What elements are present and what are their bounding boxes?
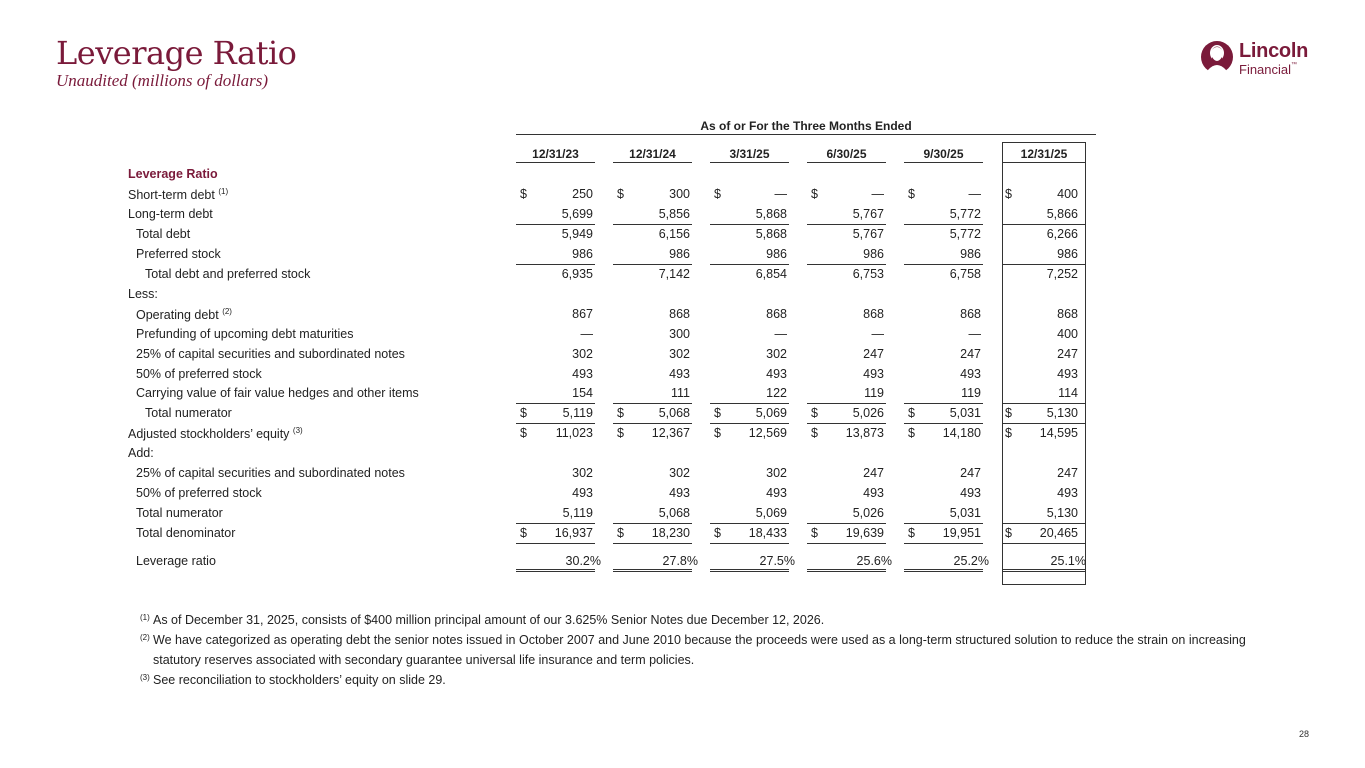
dollar-sign: $: [1005, 187, 1012, 201]
table-cell: 247: [960, 466, 981, 480]
table-cell: 16,937: [554, 526, 593, 540]
table-cell: 5,856: [658, 207, 690, 221]
footnote-text: We have categorized as operating debt the senior notes issued in October 2007 and June 2010 because the proceeds were used as a long-term structured solution to reduce the strain on increasing statutory reserves associated with secondary guarantee universal life insurance and term policies.: [153, 633, 1246, 667]
table-cell: 6,753: [852, 267, 884, 281]
subtotal-rule: [1002, 264, 1086, 265]
table-cell: 20,465: [1039, 526, 1078, 540]
table-cell: 986: [1057, 247, 1078, 261]
dollar-sign: $: [617, 426, 624, 440]
table-cell: —: [871, 187, 884, 201]
dollar-sign: $: [908, 426, 915, 440]
table-cell: 25.6%: [856, 554, 892, 568]
subtotal-rule: [613, 403, 692, 404]
table-cell: 5,772: [949, 207, 981, 221]
subtotal-rule: [1002, 543, 1086, 544]
footnote-ref: (1): [218, 187, 229, 196]
table-cell: 6,758: [949, 267, 981, 281]
table-cell: 18,230: [651, 526, 690, 540]
table-cell: 868: [766, 307, 787, 321]
table-cell: —: [968, 187, 981, 201]
table-cell: 868: [1057, 307, 1078, 321]
table-cell: 867: [572, 307, 593, 321]
table-cell: 302: [572, 347, 593, 361]
table-cell: 14,595: [1039, 426, 1078, 440]
table-cell: 400: [1057, 327, 1078, 341]
dollar-sign: $: [714, 526, 721, 540]
subtotal-rule: [807, 403, 886, 404]
dollar-sign: $: [811, 526, 818, 540]
row-label: Preferred stock: [136, 247, 221, 261]
table-cell: —: [774, 327, 787, 341]
column-header: 12/31/25: [1002, 147, 1086, 163]
table-cell: 247: [960, 347, 981, 361]
table-cell: 300: [669, 187, 690, 201]
table-cell: 986: [960, 247, 981, 261]
table-cell: 493: [572, 367, 593, 381]
column-header: 12/31/23: [516, 147, 595, 163]
footnote-ref: (2): [222, 307, 232, 316]
table-cell: 6,935: [561, 267, 593, 281]
table-cell: 13,873: [845, 426, 884, 440]
column-header: 6/30/25: [807, 147, 886, 163]
row-label: Add:: [128, 446, 154, 460]
row-label: Less:: [128, 287, 158, 301]
subtotal-rule: [613, 224, 692, 225]
table-cell: 6,156: [658, 227, 690, 241]
row-label: Leverage ratio: [136, 554, 216, 568]
table-cell: 5,026: [852, 506, 884, 520]
subtotal-rule: [904, 423, 983, 424]
table-cell: 7,142: [658, 267, 690, 281]
table-cell: 986: [863, 247, 884, 261]
table-cell: 493: [960, 367, 981, 381]
column-header: 3/31/25: [710, 147, 789, 163]
row-label: Long-term debt: [128, 207, 213, 221]
footnote-marker: (1): [140, 613, 150, 622]
subtotal-rule: [613, 523, 692, 524]
table-cell: 5,069: [755, 406, 787, 420]
row-label: Leverage Ratio: [128, 167, 218, 181]
row-label: Prefunding of upcoming debt maturities: [136, 327, 354, 341]
row-label: Operating debt $^{(2)}$: [136, 307, 232, 323]
row-label: Total denominator: [136, 526, 236, 540]
subtotal-rule: [613, 264, 692, 265]
table-cell: 111: [670, 386, 690, 400]
subtotal-rule: [613, 543, 692, 544]
subtotal-rule: [516, 403, 595, 404]
table-cell: 119: [864, 386, 884, 400]
table-cell: 12,569: [748, 426, 787, 440]
table-group-header: As of or For the Three Months Ended: [700, 119, 912, 133]
dollar-sign: $: [520, 406, 527, 420]
subtotal-rule: [904, 403, 983, 404]
table-cell: 493: [766, 486, 787, 500]
subtotal-rule: [1002, 523, 1086, 524]
table-cell: 7,252: [1046, 267, 1078, 281]
dollar-sign: $: [1005, 406, 1012, 420]
table-cell: 302: [669, 466, 690, 480]
dollar-sign: $: [714, 426, 721, 440]
table-cell: 5,031: [949, 506, 981, 520]
table-cell: 5,069: [755, 506, 787, 520]
subtotal-rule: [807, 224, 886, 225]
table-cell: 400: [1057, 187, 1078, 201]
table-cell: 493: [1057, 367, 1078, 381]
row-label: Total debt and preferred stock: [145, 267, 311, 281]
dollar-sign: $: [520, 426, 527, 440]
table-cell: 302: [766, 466, 787, 480]
table-cell: 5,866: [1046, 207, 1078, 221]
row-label: 50% of preferred stock: [136, 486, 262, 500]
subtotal-rule: [904, 224, 983, 225]
footnote: [140, 630, 1280, 670]
table-cell: 493: [766, 367, 787, 381]
dollar-sign: $: [908, 526, 915, 540]
row-label: Short-term debt $^{(1)}$: [128, 187, 229, 203]
footnotes: [140, 610, 1280, 690]
double-rule: [1002, 569, 1086, 572]
dollar-sign: $: [1005, 426, 1012, 440]
subtotal-rule: [516, 423, 595, 424]
table-cell: 493: [669, 367, 690, 381]
table-cell: 5,868: [755, 207, 787, 221]
double-rule: [904, 569, 983, 572]
table-cell: 868: [669, 307, 690, 321]
table-cell: 27.5%: [759, 554, 795, 568]
table-cell: 493: [863, 367, 884, 381]
table-cell: 5,031: [949, 406, 981, 420]
table-cell: 5,767: [852, 207, 884, 221]
subtotal-rule: [710, 423, 789, 424]
table-cell: 119: [961, 386, 981, 400]
footnote-marker: (2): [140, 633, 150, 642]
dollar-sign: $: [1005, 526, 1012, 540]
subtotal-rule: [807, 423, 886, 424]
dollar-sign: $: [714, 187, 721, 201]
subtotal-rule: [516, 224, 595, 225]
table-cell: —: [968, 327, 981, 341]
dollar-sign: $: [811, 426, 818, 440]
footnote-text: See reconciliation to stockholders’ equity on slide 29.: [153, 673, 446, 687]
table-cell: 14,180: [942, 426, 981, 440]
logo-line1: Lincoln: [1239, 40, 1309, 62]
subtotal-rule: [710, 403, 789, 404]
table-cell: 114: [1058, 386, 1078, 400]
table-cell: 986: [669, 247, 690, 261]
page-number: 28: [1298, 729, 1309, 739]
table-cell: 5,068: [658, 406, 690, 420]
row-label: 25% of capital securities and subordinated notes: [136, 466, 405, 480]
table-cell: 247: [1057, 466, 1078, 480]
table-cell: 6,854: [755, 267, 787, 281]
row-label: Total numerator: [145, 406, 232, 420]
subtotal-rule: [1002, 423, 1086, 424]
table-cell: 30.2%: [565, 554, 601, 568]
dollar-sign: $: [617, 406, 624, 420]
table-cell: 18,433: [748, 526, 787, 540]
column-header: 9/30/25: [904, 147, 983, 163]
row-label: Total numerator: [136, 506, 223, 520]
subtotal-rule: [1002, 403, 1086, 404]
table-cell: 154: [572, 386, 593, 400]
subtotal-rule: [904, 264, 983, 265]
table-cell: 5,119: [562, 506, 593, 520]
table-cell: 493: [669, 486, 690, 500]
dollar-sign: $: [617, 526, 624, 540]
subtotal-rule: [904, 543, 983, 544]
table-cell: 27.8%: [662, 554, 698, 568]
table-cell: 5,772: [949, 227, 981, 241]
table-cell: 5,119: [562, 406, 593, 420]
footnote-ref: (3): [292, 426, 303, 435]
table-cell: —: [774, 187, 787, 201]
row-label: Carrying value of fair value hedges and other items: [136, 386, 419, 400]
row-label: Adjusted stockholders’ equity $^{(3)}$: [128, 426, 303, 442]
subtotal-rule: [710, 224, 789, 225]
table-cell: 247: [863, 466, 884, 480]
footnote-text: As of December 31, 2025, consists of $400 million principal amount of our 3.625% Senior Notes due December 12, 2026.: [153, 613, 825, 627]
table-cell: 493: [572, 486, 593, 500]
table-cell: 247: [863, 347, 884, 361]
table-cell: 25.1%: [1050, 554, 1086, 568]
table-cell: —: [871, 327, 884, 341]
table-cell: 5,130: [1046, 506, 1078, 520]
table-cell: 300: [669, 327, 690, 341]
table-cell: 122: [766, 386, 787, 400]
dollar-sign: $: [520, 187, 527, 201]
subtotal-rule: [516, 264, 595, 265]
table-cell: 868: [960, 307, 981, 321]
page-title: Leverage Ratio: [56, 34, 297, 72]
table-cell: 6,266: [1046, 227, 1078, 241]
footnote-marker: (3): [140, 673, 150, 682]
table-cell: 19,639: [845, 526, 884, 540]
logo-line2: Financial™: [1239, 62, 1298, 77]
subtotal-rule: [516, 523, 595, 524]
table-cell: 302: [669, 347, 690, 361]
dollar-sign: $: [811, 187, 818, 201]
table-cell: 250: [572, 187, 593, 201]
subtotal-rule: [807, 264, 886, 265]
double-rule: [613, 569, 692, 572]
subtotal-rule: [516, 543, 595, 544]
subtotal-rule: [807, 523, 886, 524]
table-cell: 986: [572, 247, 593, 261]
subtotal-rule: [904, 523, 983, 524]
footnote: [140, 670, 1280, 690]
row-label: 50% of preferred stock: [136, 367, 262, 381]
dollar-sign: $: [811, 406, 818, 420]
dollar-sign: $: [714, 406, 721, 420]
dollar-sign: $: [617, 187, 624, 201]
subtotal-rule: [710, 543, 789, 544]
dollar-sign: $: [520, 526, 527, 540]
group-header-rule: [516, 134, 1096, 135]
dollar-sign: $: [908, 406, 915, 420]
column-header: 12/31/24: [613, 147, 692, 163]
double-rule: [807, 569, 886, 572]
table-cell: 5,068: [658, 506, 690, 520]
table-cell: 986: [766, 247, 787, 261]
table-cell: —: [580, 327, 593, 341]
table-cell: 868: [863, 307, 884, 321]
table-cell: 5,026: [852, 406, 884, 420]
table-cell: 302: [766, 347, 787, 361]
subtotal-rule: [613, 423, 692, 424]
row-label: Total debt: [136, 227, 191, 241]
table-cell: 302: [572, 466, 593, 480]
table-cell: 19,951: [942, 526, 981, 540]
subtotal-rule: [1002, 224, 1086, 225]
table-cell: 493: [960, 486, 981, 500]
table-cell: 5,130: [1046, 406, 1078, 420]
table-cell: 5,767: [852, 227, 884, 241]
subtotal-rule: [710, 523, 789, 524]
footnote: [140, 610, 1280, 630]
page-subtitle: Unaudited (millions of dollars): [56, 71, 269, 90]
double-rule: [516, 569, 595, 572]
table-cell: 25.2%: [953, 554, 989, 568]
table-cell: 5,699: [561, 207, 593, 221]
double-rule: [710, 569, 789, 572]
row-label: 25% of capital securities and subordinated notes: [136, 347, 405, 361]
table-cell: 5,868: [755, 227, 787, 241]
subtotal-rule: [710, 264, 789, 265]
table-cell: 11,023: [555, 426, 593, 440]
table-cell: 493: [863, 486, 884, 500]
table-cell: 247: [1057, 347, 1078, 361]
table-cell: 493: [1057, 486, 1078, 500]
table-cell: 5,949: [561, 227, 593, 241]
dollar-sign: $: [908, 187, 915, 201]
subtotal-rule: [807, 543, 886, 544]
table-cell: 12,367: [651, 426, 690, 440]
